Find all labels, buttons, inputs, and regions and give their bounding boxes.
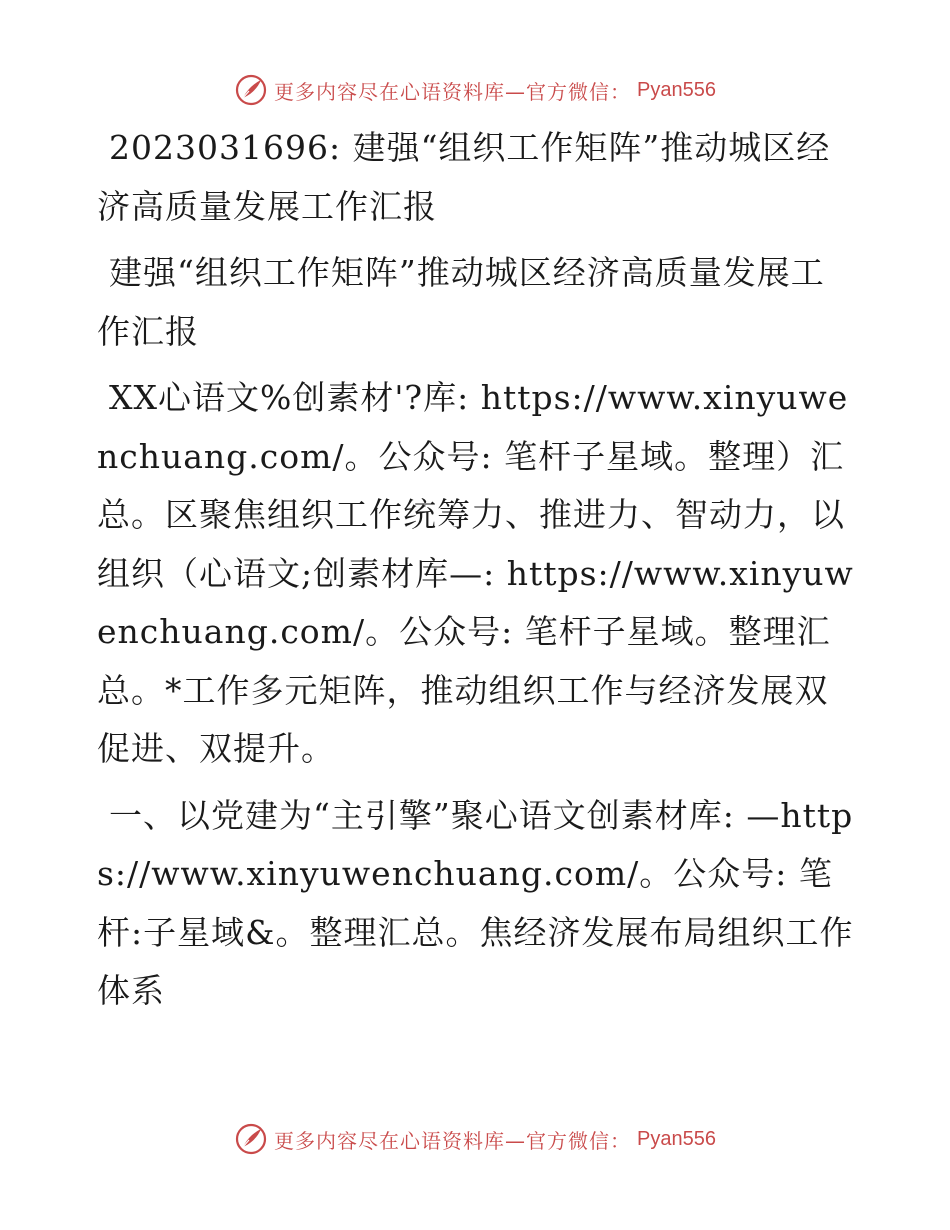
document-body — [97, 119, 857, 1021]
paragraph-2: 一、以党建为“主引擎”聚心语文创素材库: —https://www.xinyuwenchuang.com/。公众号: 笔杆:子星域&。整理汇总。焦经济发展布局组织工作体系 — [97, 795, 854, 1010]
watermark-text: 更多内容尽在心语资料库—官方微信： — [274, 1128, 632, 1153]
feather-pen-logo-icon — [234, 1122, 268, 1156]
document-subtitle: 建强“组织工作矩阵”推动城区经济高质量发展工作汇报 — [97, 253, 825, 351]
watermark-text: 更多内容尽在心语资料库—官方微信： — [274, 79, 632, 104]
watermark-wechat-id: Pyan556 — [637, 78, 716, 101]
watermark-header — [0, 70, 950, 110]
document-title: 2023031696: 建强“组织工作矩阵”推动城区经济高质量发展工作汇报 — [97, 128, 831, 226]
paragraph-1: XX心语文%创素材'?库: https://www.xinyuwenchuang.com/。公众号: 笔杆子星域。整理）汇总。区聚焦组织工作统筹力、推进力、智动力，以组织（心语文;创素材库—: https://www.xinyuwenchuang.com/。公众号: 笔杆子星域。整理汇总。*工作多元矩阵，推动组织工作与经济发展双促进、双提升。 — [97, 378, 854, 768]
watermark-footer — [0, 1119, 950, 1159]
watermark-wechat-id: Pyan556 — [637, 1127, 716, 1150]
feather-pen-logo-icon — [234, 73, 268, 107]
